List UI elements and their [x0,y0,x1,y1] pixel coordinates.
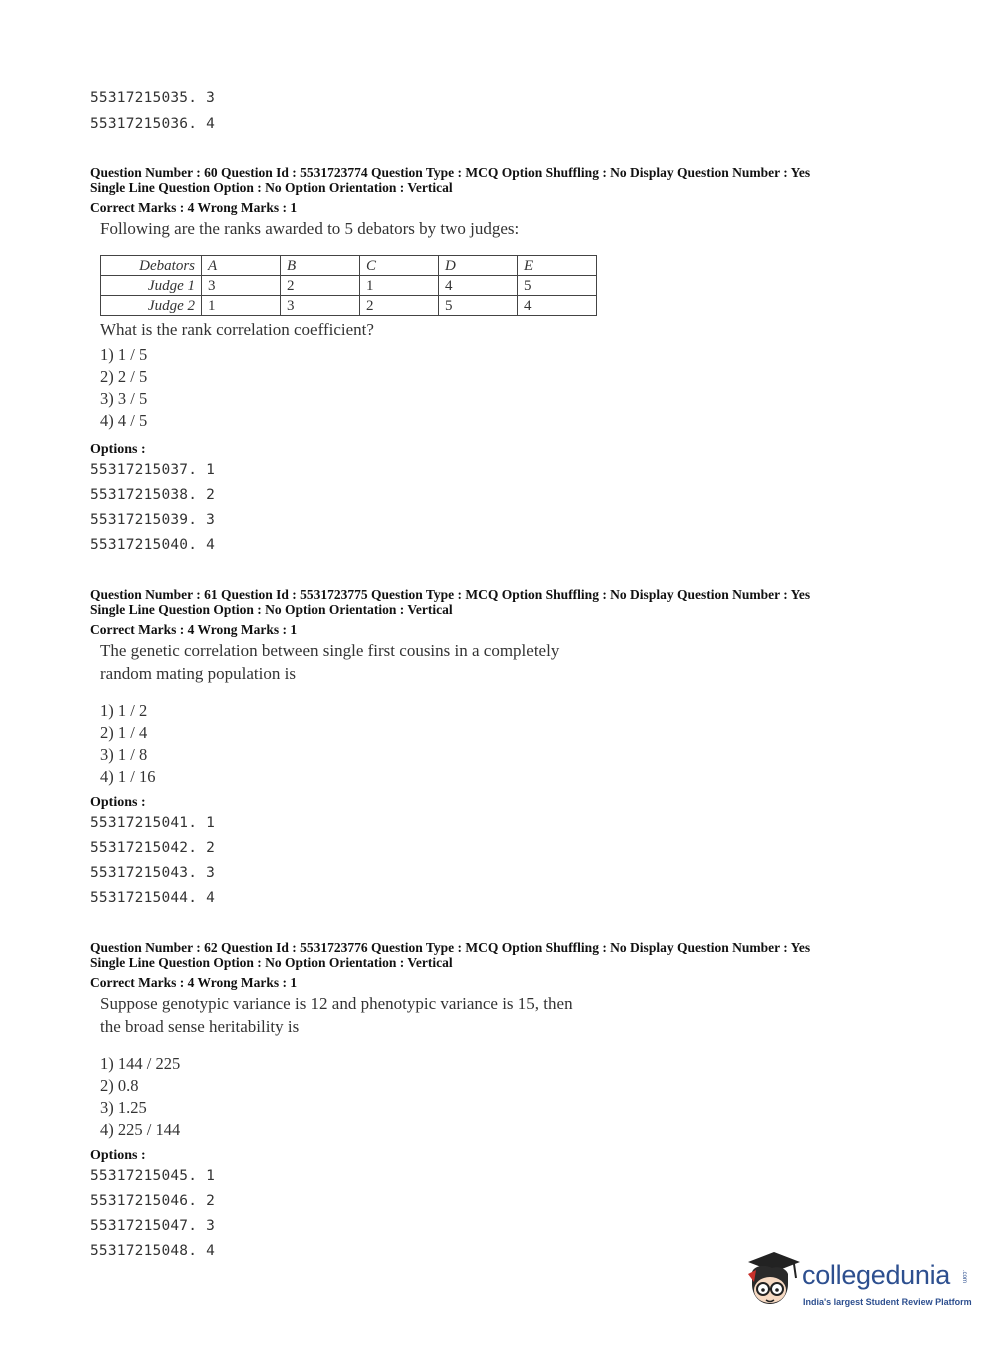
q60-intro: Following are the ranks awarded to 5 debators by two judges: [100,219,520,238]
option-code: 55317215036. 4 [90,116,216,132]
answer-choice: 1) 144 / 225 [100,1054,181,1073]
table-cell: A [202,256,281,276]
table-cell: 1 [360,276,439,296]
options-label: Options : [90,795,146,810]
table-row [101,276,597,296]
table-cell: 1 [202,296,281,316]
answer-choice: 4) 4 / 5 [100,411,148,430]
q62-meta-line2: Single Line Question Option : No Option Orientation : Vertical [90,955,453,970]
table-cell: 5 [439,296,518,316]
table-cell: 2 [360,296,439,316]
table-cell: 4 [439,276,518,296]
option-code: 55317215039. 3 [90,512,216,528]
table-cell: 2 [281,276,360,296]
rank-table [100,255,597,316]
options-label: Options : [90,442,146,457]
q60-question: What is the rank correlation coefficient? [100,320,374,339]
q62-text-line2: the broad sense heritability is [100,1017,300,1036]
q61-meta-line1: Question Number : 61 Question Id : 5531723775 Question Type : MCQ Option Shuffling : No Display Question Number : Yes [90,587,811,602]
table-cell: D [439,256,518,276]
table-cell: Judge 2 [101,296,202,316]
option-code: 55317215044. 4 [90,890,216,906]
collegedunia-logo[interactable] [742,1248,972,1314]
q62-text-line1: Suppose genotypic variance is 12 and phenotypic variance is 15, then [100,994,573,1013]
mascot-icon [742,1248,802,1314]
table-cell: B [281,256,360,276]
table-cell: 5 [518,276,597,296]
q61-text-line2: random mating population is [100,664,296,683]
logo-tagline: India's largest Student Review Platform [803,1297,972,1307]
q61-meta-line2: Single Line Question Option : No Option Orientation : Vertical [90,602,453,617]
option-code: 55317215047. 3 [90,1218,216,1234]
table-cell: C [360,256,439,276]
table-row [101,296,597,316]
table-cell: Judge 1 [101,276,202,296]
table-cell: 3 [281,296,360,316]
logo-wordmark: collegedunia [802,1260,951,1290]
q62-meta-line1: Question Number : 62 Question Id : 5531723776 Question Type : MCQ Option Shuffling : No Display Question Number : Yes [90,940,811,955]
table-cell: E [518,256,597,276]
option-code: 55317215041. 1 [90,815,216,831]
option-code: 55317215035. 3 [90,90,216,106]
table-cell: 4 [518,296,597,316]
answer-choice: 2) 0.8 [100,1076,139,1095]
q60-meta-line1: Question Number : 60 Question Id : 5531723774 Question Type : MCQ Option Shuffling : No Display Question Number : Yes [90,165,811,180]
q60-meta-line2: Single Line Question Option : No Option Orientation : Vertical [90,180,453,195]
option-code: 55317215048. 4 [90,1243,216,1259]
option-code: 55317215045. 1 [90,1168,216,1184]
answer-choice: 2) 1 / 4 [100,723,148,742]
answer-choice: 4) 1 / 16 [100,767,156,786]
answer-choice: 1) 1 / 2 [100,701,148,720]
answer-choice: 3) 1 / 8 [100,745,148,764]
q61-text-line1: The genetic correlation between single first cousins in a completely [100,641,560,660]
option-code: 55317215043. 3 [90,865,216,881]
answer-choice: 3) 3 / 5 [100,389,148,408]
table-row [101,256,597,276]
answer-choice: 2) 2 / 5 [100,367,148,386]
options-label: Options : [90,1148,146,1163]
option-code: 55317215037. 1 [90,462,216,478]
table-cell: Debators [101,256,202,276]
q60-marks: Correct Marks : 4 Wrong Marks : 1 [90,200,298,215]
answer-choice: 1) 1 / 5 [100,345,148,364]
option-code: 55317215040. 4 [90,537,216,553]
option-code: 55317215038. 2 [90,487,216,503]
option-code: 55317215042. 2 [90,840,216,856]
option-code: 55317215046. 2 [90,1193,216,1209]
table-cell: 3 [202,276,281,296]
answer-choice: 3) 1.25 [100,1098,147,1117]
q61-marks: Correct Marks : 4 Wrong Marks : 1 [90,622,298,637]
answer-choice: 4) 225 / 144 [100,1120,181,1139]
logo-suffix: .com [961,1270,967,1284]
q62-marks: Correct Marks : 4 Wrong Marks : 1 [90,975,298,990]
